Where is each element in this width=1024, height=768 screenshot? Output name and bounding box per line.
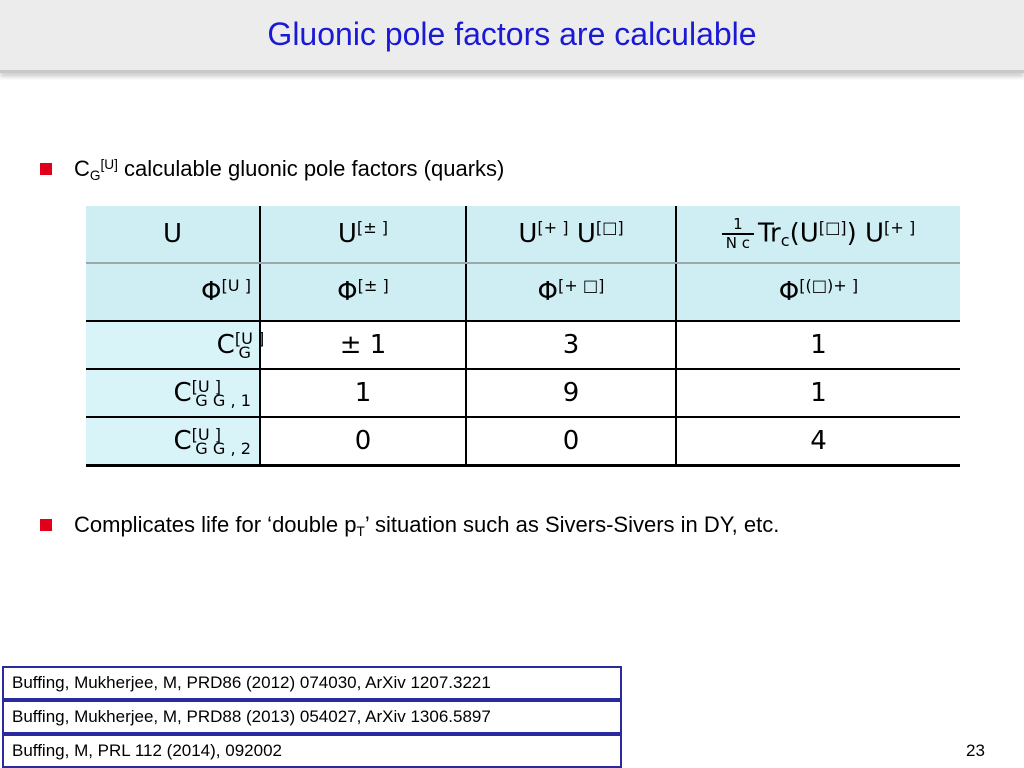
- cell-phi-box-plus: Φ[(□)+ ]: [676, 263, 960, 321]
- slide-title: Gluonic pole factors are calculable: [267, 16, 757, 52]
- cell-phi-pm: Φ[± ]: [260, 263, 466, 321]
- label-c-gg1: $C[U ]_{G G , 1}$: [86, 369, 260, 417]
- table-cell: 1: [676, 321, 960, 369]
- bullet-text-post: ’ situation such as Sivers-Sivers in DY, etc.: [364, 512, 780, 537]
- bullet-symbol-sub: G: [89, 167, 101, 183]
- table-cell: ± 1: [260, 321, 466, 369]
- table-row: [86, 417, 960, 466]
- table-row: [86, 369, 960, 417]
- table-cell: 1: [260, 369, 466, 417]
- table-row: [86, 321, 960, 369]
- bullet-square-icon: [40, 519, 52, 531]
- header-u-pm: U[± ]: [260, 206, 466, 263]
- table-cell: 4: [676, 417, 960, 466]
- table-cell: 0: [260, 417, 466, 466]
- gluonic-pole-table: [86, 206, 960, 467]
- fraction-one-over-nc: $\frac{1}{\text{N c}}$: [722, 216, 754, 252]
- bullet-text: calculable gluonic pole factors (quarks): [117, 156, 505, 181]
- bullet-text-pre: Complicates life for ‘double p: [74, 512, 357, 537]
- bullet-square-icon: [40, 163, 52, 175]
- bullet-gluonic-pole-factors: [74, 156, 504, 182]
- table-cell: 0: [466, 417, 676, 466]
- table-row: [86, 263, 960, 321]
- label-phi-u: Φ[U ]: [86, 263, 260, 321]
- reference-box-3: Buffing, M, PRL 112 (2014), 092002: [2, 734, 622, 768]
- table-cell: 9: [466, 369, 676, 417]
- header-label-u: U: [86, 206, 260, 263]
- label-c-gg2: $C[U ]_{G G , 2}$: [86, 417, 260, 466]
- bullet-symbol: C: [74, 156, 90, 181]
- header-u-plus-u-box: U[+ ] U[□]: [466, 206, 676, 263]
- bullet-text-sub: T: [356, 523, 365, 539]
- page-number: 23: [966, 741, 985, 760]
- table-row: [86, 206, 960, 263]
- header-trace-expression: $\frac{1}{\text{N c}}$ $Tr_c(U[□])$ U[+ ]: [676, 206, 960, 263]
- reference-box-2: Buffing, Mukherjee, M, PRD88 (2013) 054027, ArXiv 1306.5897: [2, 700, 622, 734]
- bullet-double-pt: [74, 512, 779, 538]
- reference-box-1: Buffing, Mukherjee, M, PRD86 (2012) 074030, ArXiv 1207.3221: [2, 666, 622, 700]
- cell-phi-plus-box: Φ[+ □]: [466, 263, 676, 321]
- label-c-g: $C[U ]_G$: [86, 321, 260, 369]
- table-cell: 1: [676, 369, 960, 417]
- bullet-symbol-sup: [U]: [100, 156, 118, 172]
- table-cell: 3: [466, 321, 676, 369]
